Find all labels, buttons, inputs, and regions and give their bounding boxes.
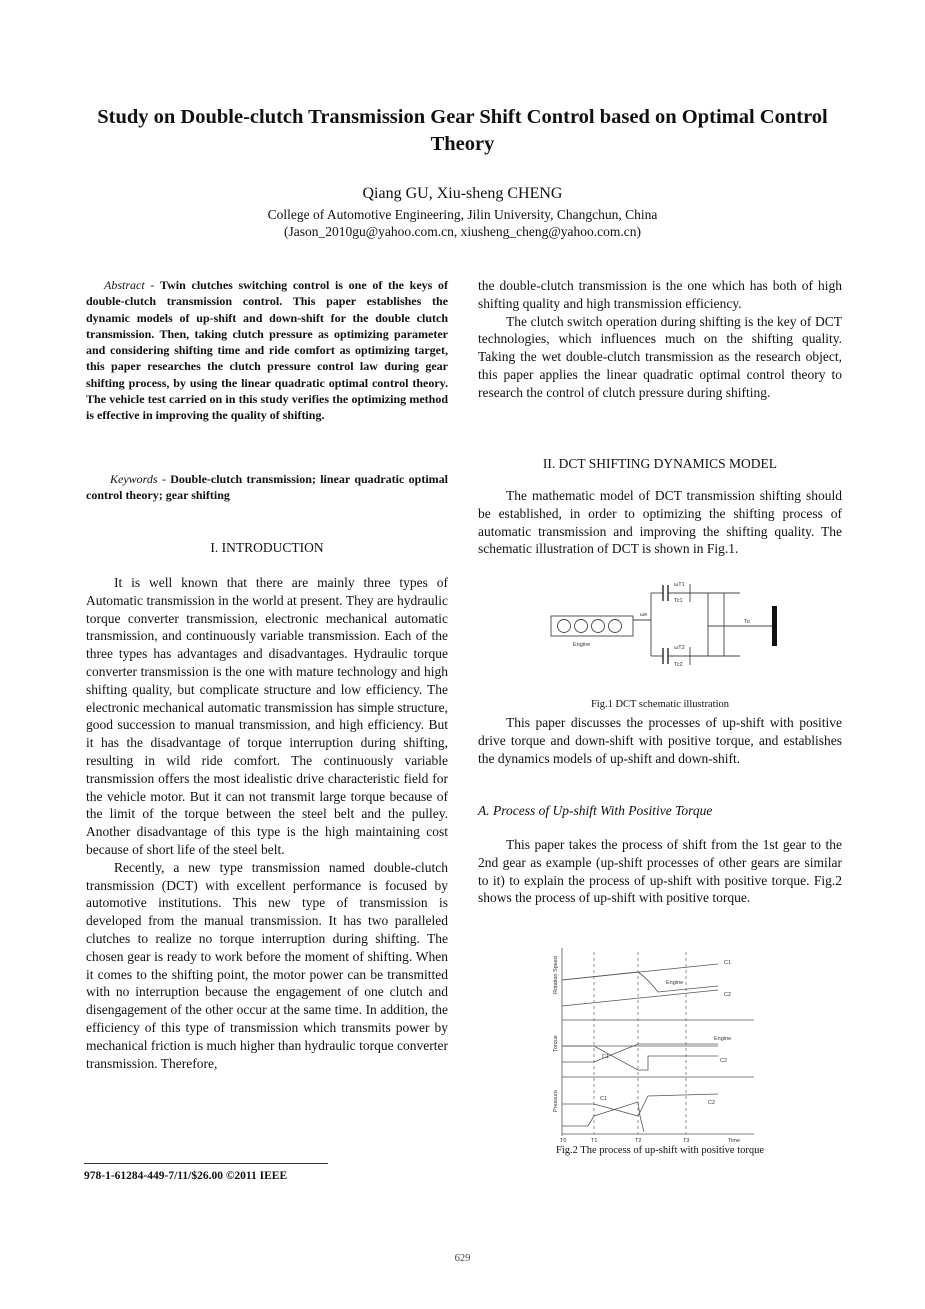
section-2-heading: II. DCT SHIFTING DYNAMICS MODEL bbox=[542, 456, 778, 471]
footer-divider bbox=[84, 1163, 328, 1164]
abstract-sep: - bbox=[144, 278, 161, 292]
torque-c2-curve bbox=[562, 1046, 718, 1070]
fig1-caption: Fig.1 DCT schematic illustration bbox=[590, 699, 730, 710]
fig1-label-wt2: ωT2 bbox=[674, 645, 685, 651]
fig2-xtick-t0: T0 bbox=[560, 1138, 567, 1144]
fig1-label-tc1: Tc1 bbox=[674, 598, 683, 604]
fig1-dct-schematic bbox=[548, 578, 784, 674]
fig1-label-wt1: ωT1 bbox=[674, 582, 685, 588]
fig1-label-engine: Engine bbox=[573, 642, 591, 648]
fig2-label-engine-speed: Engine bbox=[666, 980, 684, 986]
section-2-body-2 bbox=[478, 714, 842, 767]
engine-cylinder bbox=[592, 620, 605, 633]
fig1-label-we: ωe bbox=[640, 612, 648, 618]
section-2-paragraph-1: The mathematic model of DCT transmission shifting should be established, in order to optimizing the shifting process of automatic transmission and improving the shifting quality. The schematic illustration of DCT is shown in Fig.1. bbox=[478, 488, 842, 557]
page-number: 629 bbox=[454, 1253, 471, 1264]
affiliation-text: College of Automotive Engineering, Jilin University, Changchun, China bbox=[267, 207, 658, 222]
paper-title: Study on Double-clutch Transmission Gear Shift Control based on Optimal Control Theory bbox=[97, 106, 828, 155]
intro-body bbox=[86, 574, 448, 1072]
speed-engine-curve bbox=[562, 972, 718, 992]
paper-affiliation bbox=[90, 206, 835, 240]
fig2-label-c1-torque: C1 bbox=[602, 1054, 610, 1060]
fig2-xtick-t1: T1 bbox=[591, 1138, 598, 1144]
intro-paragraph-1: It is well known that there are mainly three types of Automatic transmission in the world at present. They are hydraulic torque converter transmission, electronic mechanical automatic transmission, and continuously variable transmission. Each of the three types has advantages and disadvantages. Hydraulic torque converter transmission is the one with mature technology and high shifting quality, but complicate structure and low efficiency. The electronic mechanical automatic transmission has simple structure, good succession to manual transmission, and high efficiency. But it has the disadvantage of torque interruption during shifting, resulting in wild ride comfort. The continuously variable transmission offers the most idealistic drive characteristic field for the vehicle motor. But it can not transmit large torque because of the limit of the torque between the steel belt and the pulley. Another disadvantage of this type is the high maintaining cost because of short life of the steel belt. bbox=[86, 575, 448, 857]
author-emails: (Jason_2010gu@yahoo.com.cn, xiusheng_cheng@yahoo.com.cn) bbox=[283, 224, 642, 239]
fig2-label-c1-pressure: C1 bbox=[600, 1096, 608, 1102]
fig1-label-tc2: Tc2 bbox=[674, 662, 683, 668]
section-2-paragraph-2: This paper discusses the processes of up-shift with positive drive torque and down-shift with positive torque, and establishes the dynamics models of up-shift and down-shift. bbox=[478, 715, 842, 766]
subsection-a-body bbox=[478, 836, 842, 907]
intro-heading: I. INTRODUCTION bbox=[210, 540, 324, 555]
fig2-label-c1-speed: C1 bbox=[724, 960, 732, 966]
right-paragraph-1: the double-clutch transmission is the one which has both of high shifting quality and high transmission efficiency. bbox=[478, 278, 842, 311]
subsection-a-paragraph-1: This paper takes the process of shift from the 1st gear to the 2nd gear as example (up-shift processes of other gears are similar to it) to explain the process of up-shift with positive torque. Fig.2 shows the process of up-shift with positive torque. bbox=[478, 837, 842, 906]
engine-block bbox=[551, 616, 633, 636]
fig2-ylabel-pressure: Pressure bbox=[553, 1089, 559, 1112]
fig2-xtick-t2: T2 bbox=[635, 1138, 642, 1144]
fig2-caption: Fig.2 The process of up-shift with positive torque bbox=[555, 1145, 765, 1156]
fig2-upshift-process bbox=[548, 944, 784, 1144]
abstract bbox=[86, 277, 448, 424]
fig2-label-engine-torque: Engine bbox=[714, 1036, 732, 1042]
fig2-label-c2-pressure: C2 bbox=[708, 1100, 716, 1106]
torque-c1-curve bbox=[562, 1044, 718, 1062]
engine-cylinder bbox=[558, 620, 571, 633]
keywords bbox=[86, 471, 448, 504]
section-2-body bbox=[478, 487, 842, 558]
keywords-sep: - bbox=[157, 472, 171, 486]
keywords-label: Keywords bbox=[110, 472, 158, 486]
subsection-a-heading: A. Process of Up-shift With Positive Torque bbox=[478, 803, 713, 818]
fig2-xlabel-time: Time bbox=[728, 1138, 741, 1144]
right-paragraph-2: The clutch switch operation during shifting is the key of DCT technologies, which influences much on the shifting quality. Taking the wet double-clutch transmission as the research object, this paper applies the linear quadratic optimal control theory to research the control of clutch pressure during shifting. bbox=[478, 313, 842, 400]
fig2-label-c2-speed: C2 bbox=[724, 992, 732, 998]
output-shaft-bar bbox=[772, 606, 777, 646]
fig2-ylabel-torque: Torque bbox=[553, 1035, 559, 1052]
fig1-label-to: To bbox=[744, 619, 750, 625]
copyright-notice: 978-1-61284-449-7/11/$26.00 ©2011 IEEE bbox=[84, 1170, 288, 1182]
engine-cylinder bbox=[575, 620, 588, 633]
fig2-label-c2-torque: C2 bbox=[720, 1058, 728, 1064]
paper-authors: Qiang GU, Xiu-sheng CHENG bbox=[362, 185, 563, 202]
speed-c2-curve bbox=[562, 990, 718, 1006]
intro-paragraph-2: Recently, a new type transmission named double-clutch transmission (DCT) with excellent performance is focused by automotive institutions. This new type of transmission is developed from the manual transmission. It has two paralleled clutches to realize no torque interruption during shifting. The chosen gear is ready to work before the moment of shifting. When it comes to the shifting point, the motor power can be transmitted with no interruption because the engagement of one clutch and disengagement of the other occur at the same time. In addition, the efficiency of this type of transmission which transmits power by mechanical friction is much higher than hydraulic torque converter transmission. Therefore, bbox=[86, 859, 448, 1071]
right-top-body bbox=[478, 277, 842, 402]
fig2-xtick-t3: T3 bbox=[683, 1138, 690, 1144]
pressure-c2-curve bbox=[562, 1094, 718, 1116]
keywords-text: Double-clutch transmission; linear quadratic optimal control theory; gear shifting bbox=[86, 472, 448, 503]
abstract-label: Abstract bbox=[104, 278, 145, 292]
fig2-ylabel-speed: Rotation Speed bbox=[553, 956, 559, 994]
abstract-text: Twin clutches switching control is one of the keys of double-clutch transmission control. This paper establishes the dynamic models of up-shift and down-shift for the double clutch transmission. Then, taking clutch pressure as optimizing parameter and considering shifting time and ride comfort as optimizing target, this paper researches the clutch pressure control law during gear shifting process, by using the linear quadratic optimal control theory. The vehicle test carried on in this study verifies the optimizing method is effective in improving the quality of shifting. bbox=[86, 278, 449, 423]
engine-cylinder bbox=[609, 620, 622, 633]
